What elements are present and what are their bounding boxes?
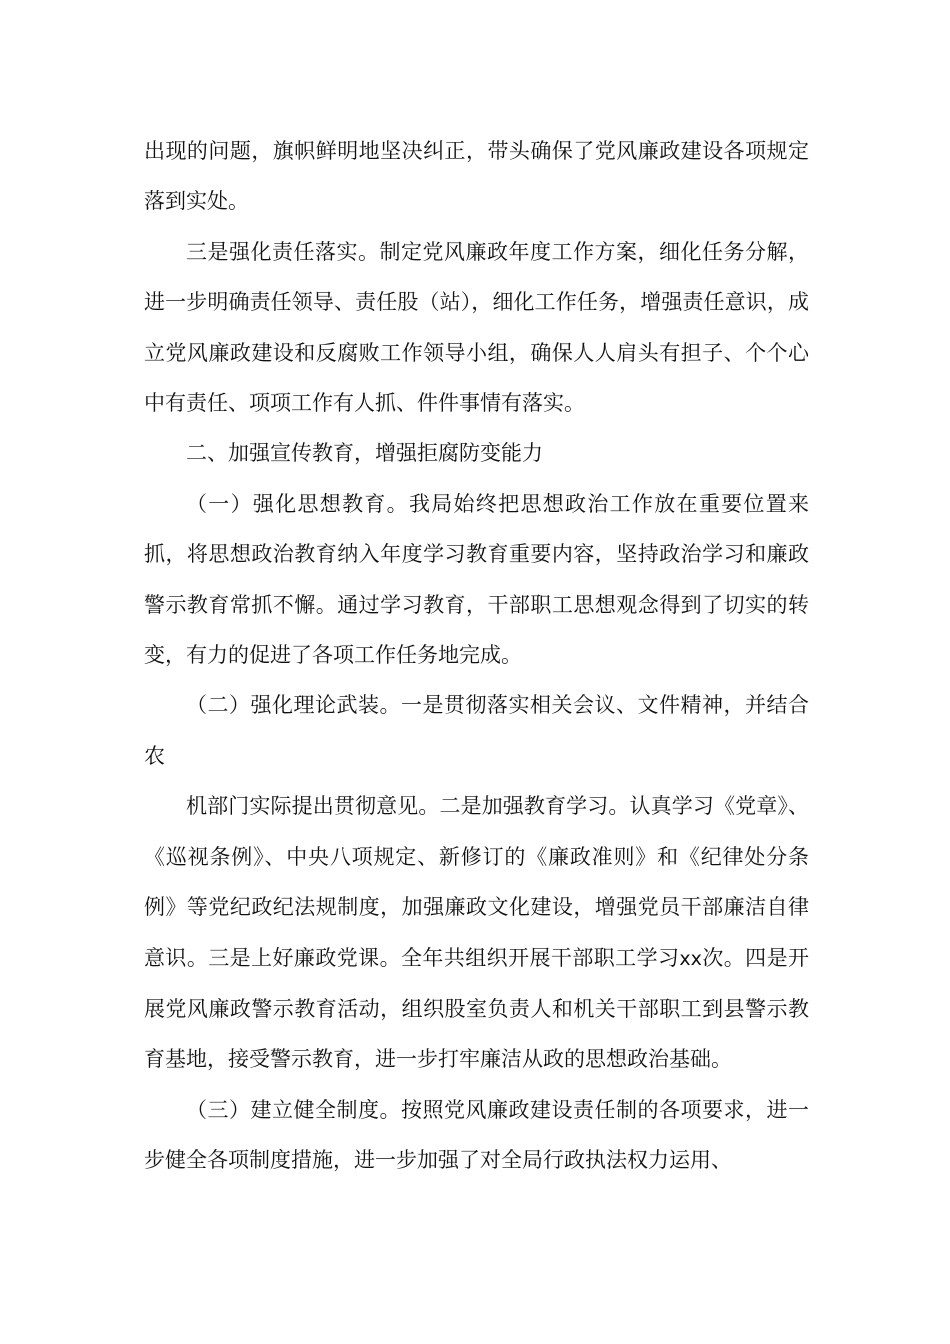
paragraph-5: （二）强化理论武装。一是贯彻落实相关会议、文件精神，并结合农 [144,693,809,768]
paragraph-4: （一）强化思想教育。我局始终把思想政治工作放在重要位置来抓，将思想政治教育纳入年度学习教育重要内容，坚持政治学习和廉政警示教育常抓不懈。通过学习教育，干部职工思想观念得到了切实的转变，有力的促进了各项工作任务地完成。 [144,491,809,668]
paragraph-7: （三）建立健全制度。按照党风廉政建设责任制的各项要求，进一步健全各项制度措施，进一步加强了对全局行政执法权力运用、 [144,1097,809,1173]
paragraph-1: 出现的问题，旗帜鲜明地坚决纠正，带头确保了党风廉政建设各项规定落到实处。 [144,139,809,214]
paragraph-6-count: xx [679,947,702,970]
section-heading-2: 二、加强宣传教育，增强拒腐防变能力 [186,441,543,466]
paragraph-6 [144,781,809,1084]
paragraph-6-part-1: 机部门实际提出贯彻意见。二是加强教育学习。认真学习《党章》、《巡视条例》、中央八项规定、新修订的《廉政准则》和《纪律处分条例》等党纪政纪法规制度，加强廉政文化建设，增强党员干部廉洁自律意识。三是上好廉政党课。全年共组织开展干部职工学习 [144,794,809,970]
paragraph-2: 三是强化责任落实。制定党风廉政年度工作方案，细化任务分解，进一步明确责任领导、责任股（站），细化工作任务，增强责任意识，成立党风廉政建设和反腐败工作领导小组，确保人人肩头有担子、个个心中有责任、项项工作有人抓、件件事情有落实。 [144,239,809,416]
document-body [144,126,809,1186]
paragraph-6-part-2: 次。四是开展党风廉政警示教育活动，组织股室负责人和机关干部职工到县警示教育基地，接受警示教育，进一步打牢廉洁从政的思想政治基础。 [144,945,810,1072]
